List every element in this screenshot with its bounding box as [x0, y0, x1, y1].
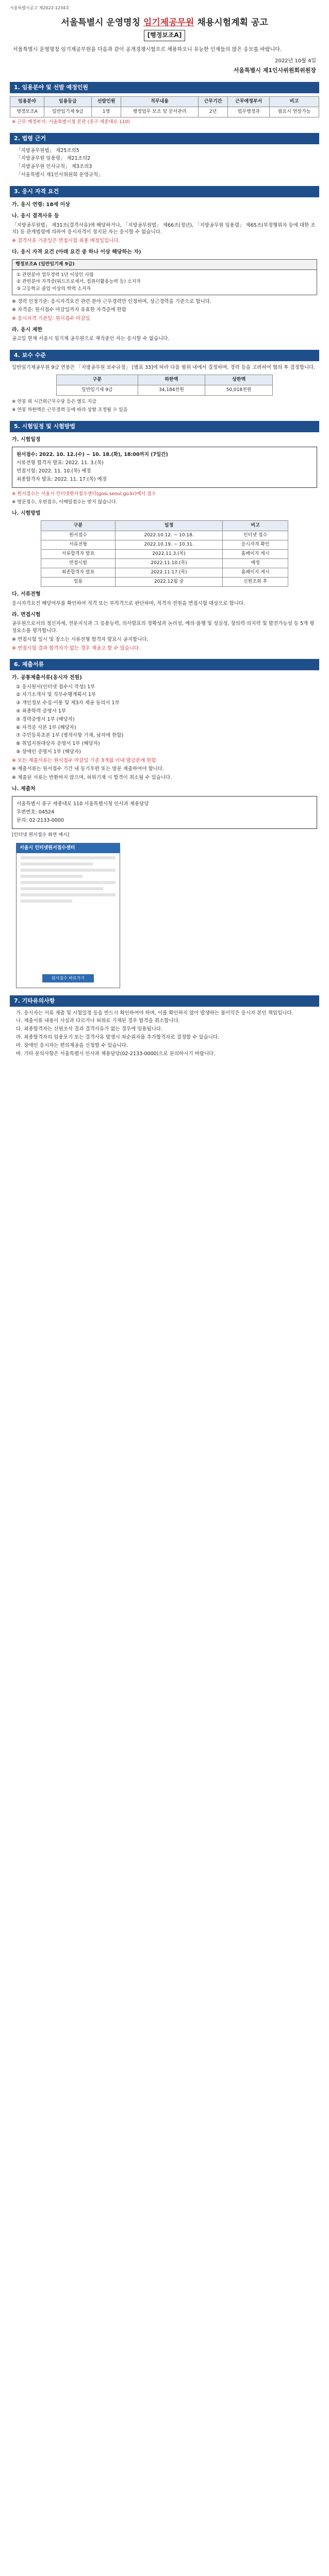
table-cell: 서류합격자 발표: [41, 550, 116, 559]
table-cell: 2022.12월 중: [115, 578, 222, 587]
apply-button[interactable]: 원서접수 바로가기: [42, 974, 94, 982]
list-item: ⑥ 자격증 사본 1부 (해당자): [16, 724, 76, 731]
list-item: 「지방공무원 인사규칙」 제3조의3: [16, 164, 92, 170]
announcement-page: [10, 0, 319, 1079]
screenshot-header: 서울시 인터넷원서접수센터: [17, 843, 120, 853]
table-cell: 34,184천원: [138, 385, 205, 395]
table-header-row: [57, 375, 273, 385]
list-item: 라. 최종합격자의 임용포기 또는 결격사유 발생시 차순위자를 추가합격자로 결정할 수 있습니다.: [16, 1034, 220, 1040]
table-cell: 신원조회 후: [223, 578, 288, 587]
submission-item: 문의: 02-2133-0000: [17, 817, 64, 823]
table-cell: 법무행정과: [228, 107, 270, 117]
schedule-table: [41, 520, 288, 587]
paragraph: ※ 모든 제출서류는 원서접수 마감일 기준 3개월 이내 발급분에 한함: [12, 757, 156, 764]
table-cell: 50,018천원: [205, 385, 273, 395]
table-row: [41, 568, 288, 578]
table-row: [41, 531, 288, 540]
table-cell: 필요시 연장가능: [270, 107, 319, 117]
table-cell: 2022.11.17.(목): [115, 568, 222, 578]
paragraph: ※ 제출된 서류는 반환하지 않으며, 허위기재 시 합격이 취소될 수 있습니다.: [12, 775, 172, 781]
table-header: 근무기간: [198, 96, 228, 107]
schedule-box: [12, 447, 317, 487]
placeholder-line: [21, 875, 83, 878]
placeholder-line: [21, 862, 93, 866]
list-item: ⑤ 경력증명서 1부 (해당자): [16, 716, 75, 722]
table-cell: 최종합격자 발표: [41, 568, 116, 578]
paragraph: 「지방공무원법」 제31조(결격사유)에 해당하거나, 「지방공무원법」 제66조(정년), 「지방공무원 임용령」 제65조(부정행위자 등에 대한 조치) 등 관계법령에 의하여 응시자격이 정지된 자는 응시할 수 없습니다.: [12, 222, 316, 235]
table-cell: 2022.11.10.(목): [115, 559, 222, 568]
position-table: [10, 96, 319, 117]
table-header: 직무내용: [121, 96, 198, 107]
subsection-title: 나. 시험방법: [12, 510, 41, 516]
section-6-header: 6. 제출서류: [10, 659, 319, 670]
paragraph: ※ 결격사유 기준일은 면접시험 최종 예정일입니다.: [12, 238, 120, 244]
note: ※ 방문접수, 우편접수, 이메일접수는 받지 않습니다.: [12, 499, 118, 505]
doc-caption: [인터넷 원서접수 화면 예시]: [12, 832, 70, 838]
submission-item: 서울특별시 중구 세종대로 110 서울특별시청 인사과 채용담당: [17, 801, 149, 807]
title-highlight: 임기제공무원: [143, 17, 194, 28]
table-cell: 응시자격 확인: [223, 540, 288, 550]
table-header: 상한액: [205, 375, 273, 385]
list-item: 마. 장애인 응시자는 편의제공을 신청할 수 있습니다.: [16, 1042, 128, 1048]
paragraph: ※ 면접시험 일시 및 장소는 서류전형 합격자 발표시 공지합니다.: [12, 636, 149, 642]
announcement-number: 서울특별시공고 제2022-1234호: [10, 6, 70, 10]
list-item: ⑨ 장애인 증명서 1부 (해당자): [16, 749, 81, 755]
application-screenshot: [16, 843, 120, 988]
section-2-header: 2. 법령 근거: [10, 133, 319, 144]
list-item: ③ 고등학교 졸업 이상의 학력 소지자: [17, 286, 91, 292]
table-cell: 2022.10.12. ~ 10.18.: [115, 531, 222, 540]
paragraph: 일반임기제공무원 9급 연봉은 「지방공무원 보수규정」 [별표 33]에 따라 다음 범위 내에서 결정하며, 경력 등을 고려하여 협의 후 결정합니다.: [12, 365, 316, 371]
schedule-item: 면접시험: 2022. 11. 10.(목) 예정: [17, 468, 91, 474]
placeholder-line: [21, 881, 116, 884]
paragraph: ※ 면접시험 결과 합격자가 없는 경우 재공고 할 수 있습니다.: [12, 645, 141, 651]
table-cell: 원서접수: [41, 531, 116, 540]
qualification-body: [12, 270, 317, 294]
placeholder-line: [21, 900, 72, 903]
placeholder-line: [21, 887, 103, 890]
salary-table: [56, 375, 273, 396]
list-item: ② 관련분야 자격증(워드프로세서, 컴퓨터활용능력 등) 소지자: [17, 279, 141, 285]
subsection-title: 라. 응시 제한: [12, 327, 43, 333]
list-item: 「지방공무원 임용령」 제21조의2: [16, 156, 91, 162]
placeholder-line: [21, 856, 116, 859]
qualification-head: 행정보조A (일반임기제 9급): [12, 260, 317, 270]
table-row: [41, 540, 288, 550]
table-cell: 서류전형: [41, 540, 116, 550]
table-row: [41, 550, 288, 559]
subsection-title: 라. 면접시험: [12, 612, 41, 618]
paragraph: ※ 경력 인정기준: 응시자격요건 관련 분야 근무경력만 인정하며, 상근경력을 기준으로 합니다.: [12, 298, 211, 304]
table-header-row: [10, 96, 319, 107]
table-header: 비고: [223, 521, 288, 531]
table-cell: 홈페이지 게시: [223, 550, 288, 559]
table-header: 일정: [115, 521, 222, 531]
table-cell: 2022.11.3.(목): [115, 550, 222, 559]
table-cell: 예정: [223, 559, 288, 568]
list-item: 가. 응시자는 서류 제출 및 시험일정 등을 반드시 확인하여야 하며, 이를 확인하지 않아 발생하는 불이익은 응시자 본인 책임입니다.: [16, 1010, 293, 1016]
paragraph: ※ 자격증: 원서접수 마감일까지 유효한 자격증에 한함: [12, 307, 126, 313]
note: ※ 연봉 하한액은 근무경력 등에 따라 상향 조정될 수 있음: [12, 407, 128, 413]
list-item: ③ 개인정보 수집·이용 및 제3자 제공 동의서 1부: [16, 700, 120, 706]
table-cell: 행정업무 보조 및 문서관리: [121, 107, 198, 117]
list-item: ⑦ 주민등록초본 1부 (병적사항 기재, 남자에 한함): [16, 733, 124, 739]
table-row: [10, 107, 319, 117]
subsection-title: 다. 서류전형: [12, 591, 41, 598]
table-row: [41, 578, 288, 587]
list-item: 다. 최종합격자는 신원조사 결과 결격사유가 없는 경우에 임용됩니다.: [16, 1026, 163, 1032]
table-cell: 임용: [41, 578, 116, 587]
schedule-item: 최종합격자 발표: 2022. 11. 17.(목) 예정: [17, 476, 107, 482]
paragraph: 공무원으로서의 정신자세, 전문지식과 그 응용능력, 의사발표의 정확성과 논리성, 예의·품행 및 성실성, 창의력·의지력 및 발전가능성 등 5개 평정요소를 평가합니다.: [12, 621, 315, 634]
table-cell: 인터넷 접수: [223, 531, 288, 540]
placeholder-line: [21, 869, 116, 872]
placeholder-line: [21, 893, 116, 896]
announcement-date: 2022년 10월 4일: [275, 58, 316, 64]
subsection-title: 다. 응시 자격 요건 (아래 요건 중 하나 이상 해당하는 자): [12, 249, 141, 255]
table-cell: 2022.10.19. ~ 10.31.: [115, 540, 222, 550]
title-suffix: 채용시험계획 공고: [194, 17, 268, 28]
list-item: ① 응시원서(인터넷 접수시 작성) 1부: [16, 684, 95, 690]
table-cell: 행정보조A: [10, 107, 44, 117]
schedule-item: 서류전형 합격자 발표: 2022. 11. 3.(목): [17, 460, 104, 466]
table-header: 구분: [41, 521, 116, 531]
section-1-note: ※ 근무 예정부서: 서울특별시청 본관 (중구 세종대로 110): [12, 119, 130, 125]
table-cell: 면접시험: [41, 559, 116, 568]
table-header: 하한액: [138, 375, 205, 385]
section-1-header: 1. 임용분야 및 선발 예정인원: [10, 82, 319, 93]
table-cell: 2년: [198, 107, 228, 117]
intro-text: 서울특별시 운영명칭 임기제공무원을 다음과 같이 공개경쟁시험으로 채용하오니 유능한 인재들의 많은 응모를 바랍니다.: [13, 46, 282, 53]
list-item: ② 자기소개서 및 직무수행계획서 1부: [16, 692, 96, 698]
submission-item: 우편번호: 04524: [17, 809, 55, 816]
paragraph: ※ 제출서류는 원서접수 기간 내 등기우편 또는 방문 제출하여야 합니다.: [12, 766, 164, 772]
paragraph: 공고일 현재 서울시 임기제 공무원으로 재직중인 자는 응시할 수 없습니다.: [12, 336, 170, 342]
table-cell: 일반임기제 9급: [57, 385, 138, 395]
subsection-title: 나. 응시 결격사유 등: [12, 213, 59, 219]
table-row: [41, 559, 288, 568]
table-row: [57, 385, 273, 395]
subsection-title: 나. 제출처: [12, 786, 36, 792]
submission-box: [12, 796, 317, 828]
paragraph: 응시자격요건 해당여부를 확인하여 적격 또는 부적격으로 판단하며, 적격자 전원을 면접시험 대상으로 합니다.: [12, 600, 245, 606]
table-header: 선발인원: [91, 96, 121, 107]
table-cell: 홈페이지 게시: [223, 568, 288, 578]
table-cell: 1명: [91, 107, 121, 117]
section-7-header: 7. 기타유의사항: [10, 995, 319, 1007]
table-header: 근무예정부서: [228, 96, 270, 107]
document-list: [16, 684, 317, 756]
table-header: 임용분야: [10, 96, 44, 107]
list-item: ① 관련분야 업무경력 1년 이상인 사람: [17, 273, 94, 278]
list-item: 나. 제출서류 내용이 사실과 다르거나 허위로 기재된 경우 합격을 취소합니다.: [16, 1018, 180, 1024]
table-header-row: [41, 521, 288, 531]
page-title: [10, 16, 319, 29]
subsection-title: 가. 응시 연령: 18세 이상: [12, 201, 70, 208]
list-item: 바. 기타 문의사항은 서울특별시 인사과 채용담당(02-2133-0000)으로 문의하시기 바랍니다.: [16, 1050, 216, 1057]
table-header: 구분: [57, 375, 138, 385]
table-header: 임용등급: [44, 96, 91, 107]
law-list: [16, 147, 317, 179]
table-cell: 일반임기제 9급: [44, 107, 91, 117]
table-header: 비고: [270, 96, 319, 107]
schedule-item: 원서접수: 2022. 10. 12.(수) ~ 10. 18.(화), 18:00까지 (7일간): [17, 452, 168, 458]
section-4-header: 4. 보수 수준: [10, 350, 319, 361]
list-item: ⑧ 취업지원대상자 증명서 1부 (해당자): [16, 741, 100, 747]
note: ※ 원서접수는 서울시 인터넷원서접수센터(gosi.seoul.go.kr)에서 접수: [12, 491, 156, 497]
qualification-box: [12, 259, 317, 295]
section-3-header: 3. 응시 자격 요건: [10, 186, 319, 197]
notes-list: [16, 1010, 317, 1058]
list-item: 「지방공무원법」 제25조의5: [16, 147, 79, 154]
title-prefix: 서울특별시 운영명칭: [61, 17, 143, 28]
list-item: 「서울특별시 제1인사위원회 운영규칙」: [16, 172, 103, 178]
subsection-title: 가. 시험일정: [12, 436, 41, 443]
note: ※ 연봉 외 시간외근무수당 등은 별도 지급: [12, 399, 96, 404]
subsection-title: 가. 공통제출서류(응시자 전원): [12, 675, 82, 681]
paragraph: ※ 응시자격 기준일: 원서접수 마감일: [12, 316, 90, 322]
page-subtitle: [행정보조A]: [144, 30, 186, 41]
list-item: ④ 최종학력 증명서 1부: [16, 708, 67, 714]
section-5-header: 5. 시험일정 및 시험방법: [10, 421, 319, 432]
issuing-organization: 서울특별시 제1인사위원회위원장: [233, 66, 316, 74]
